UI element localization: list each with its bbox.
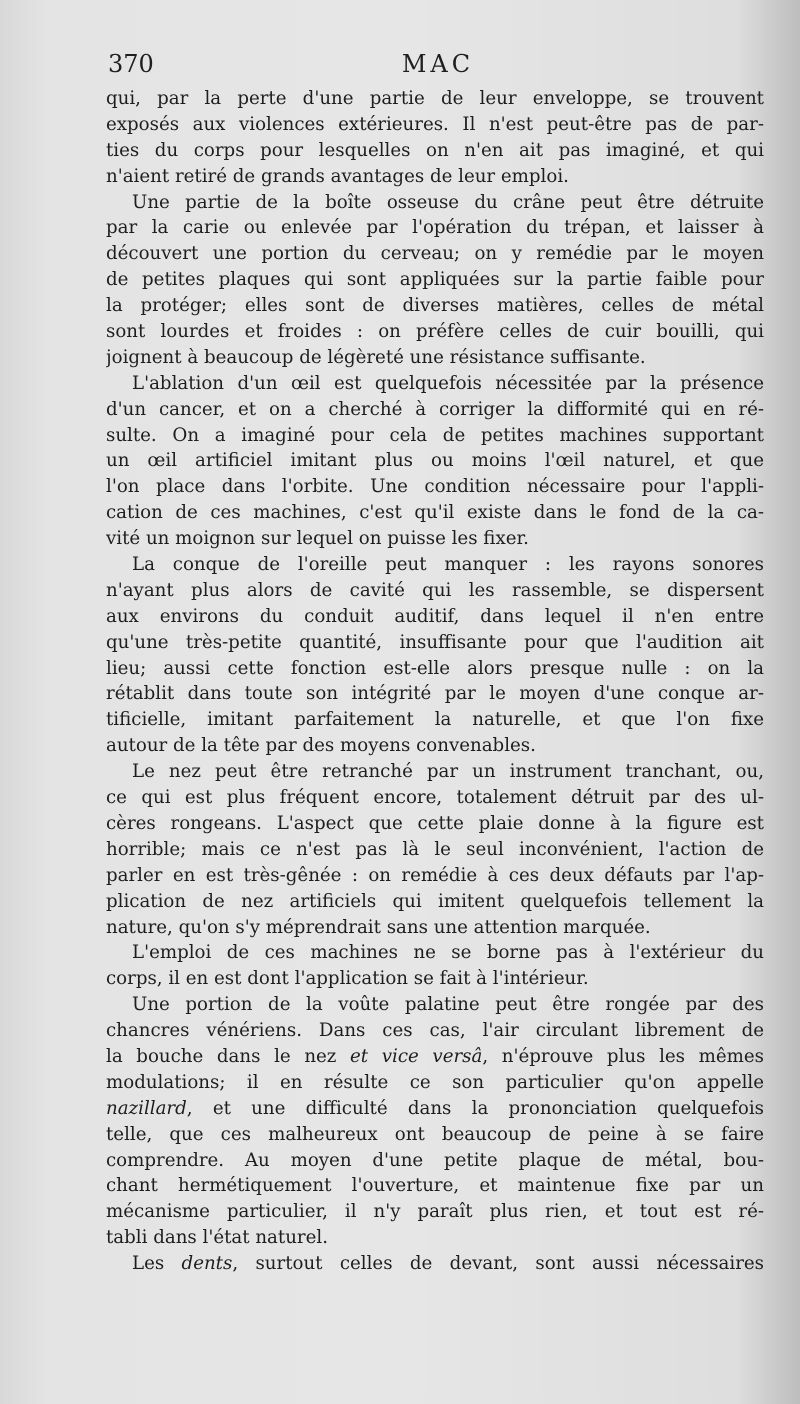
text-line: Une portion de la voûte palatine peut être rongée par des [132, 994, 764, 1016]
text-line: par la carie ou enlevée par l'opération du trépan, et laisser à [106, 217, 764, 239]
text-line: joignent à beaucoup de légèreté une résistance suffisante. [106, 346, 646, 368]
text-line: La conque de l'oreille peut manquer : les rayons sonores [132, 554, 764, 576]
italic-term: dents [181, 1253, 233, 1275]
body-text [106, 86, 764, 1277]
text-line: telle, que ces malheureux ont beaucoup de peine à se faire [106, 1123, 764, 1145]
text-line: sulte. On a imaginé pour cela de petites machines supportant [106, 424, 764, 446]
running-head: MAC [401, 50, 475, 78]
text-line: la bouche dans le nez et vice versâ, n'éprouve plus les mêmes [106, 1045, 764, 1067]
text-line: autour de la tête par des moyens convenables. [106, 735, 536, 757]
text-line: ties du corps pour lesquelles on n'en ait pas imaginé, et qui [106, 139, 764, 161]
text-line: Une partie de la boîte osseuse du crâne peut être détruite [132, 191, 764, 213]
text-line: sont lourdes et froides : on préfère celles de cuir bouilli, qui [106, 321, 764, 343]
text-line: vité un moignon sur lequel on puisse les fixer. [106, 528, 529, 550]
text-line: un œil artificiel imitant plus ou moins l'œil naturel, et que [106, 450, 764, 472]
italic-term: et vice versâ [350, 1045, 483, 1067]
text-line: qui, par la perte d'une partie de leur enveloppe, se trouvent [106, 88, 764, 109]
text-line: nazillard, et une difficulté dans la prononciation quelquefois [106, 1097, 764, 1119]
page-number: 370 [108, 50, 154, 78]
text-line: chant hermétiquement l'ouverture, et maintenue fixe par un [106, 1175, 764, 1197]
text-line: exposés aux violences extérieures. Il n'est peut-être pas de par- [106, 113, 764, 135]
text-line: L'ablation d'un œil est quelquefois nécessitée par la présence [132, 372, 764, 394]
text-line: qu'une très-petite quantité, insuffisante pour que l'audition ait [106, 631, 764, 653]
text-line: tabli dans l'état naturel. [106, 1227, 328, 1249]
text-line: n'aient retiré de grands avantages de leur emploi. [106, 165, 569, 187]
text-line: mécanisme particulier, il n'y paraît plus rien, et tout est ré- [106, 1201, 764, 1223]
text-line: tificielle, imitant parfaitement la naturelle, et que l'on fixe [106, 709, 764, 731]
text-line: lieu; aussi cette fonction est-elle alors presque nulle : on la [106, 657, 764, 679]
text-line: rétablit dans toute son intégrité par le moyen d'une conque ar- [106, 683, 764, 705]
text-line: parler en est très-gênée : on remédie à ces deux défauts par l'ap- [106, 864, 764, 886]
text-line: n'ayant plus alors de cavité qui les rassemble, se dispersent [106, 579, 764, 601]
text-line: de petites plaques qui sont appliquées sur la partie faible pour [106, 269, 764, 291]
text-line: comprendre. Au moyen d'une petite plaque de métal, bou- [106, 1149, 764, 1171]
text-line: ce qui est plus fréquent encore, totalement détruit par des ul- [106, 787, 764, 809]
text-line: L'emploi de ces machines ne se borne pas à l'extérieur du [132, 942, 764, 964]
text-line: nature, qu'on s'y méprendrait sans une attention marquée. [106, 916, 651, 938]
text-line: aux environs du conduit auditif, dans lequel il n'en entre [106, 605, 764, 627]
text-line: chancres vénériens. Dans ces cas, l'air circulant librement de [106, 1020, 764, 1042]
text-line: d'un cancer, et on a cherché à corriger la difformité qui en ré- [106, 398, 764, 420]
text-line: plication de nez artificiels qui imitent quelquefois tellement la [106, 890, 764, 912]
text-line: Le nez peut être retranché par un instrument tranchant, ou, [132, 761, 764, 783]
text-line: l'on place dans l'orbite. Une condition nécessaire pour l'appli- [106, 476, 764, 498]
text-line: modulations; il en résulte ce son particulier qu'on appelle [106, 1071, 764, 1093]
text-line: la protéger; elles sont de diverses matières, celles de métal [106, 295, 764, 317]
text-line: cères rongeans. L'aspect que cette plaie donne à la figure est [106, 812, 764, 834]
text-line: Les dents, surtout celles de devant, sont aussi nécessaires [132, 1253, 764, 1275]
text-line: horrible; mais ce n'est pas là le seul inconvénient, l'action de [106, 838, 764, 860]
text-line: cation de ces machines, c'est qu'il existe dans le fond de la ca- [106, 502, 764, 524]
page-header [108, 50, 768, 90]
italic-term: nazillard [106, 1097, 187, 1119]
text-line: découvert une portion du cerveau; on y remédie par le moyen [106, 243, 764, 265]
text-line: corps, il en est dont l'application se fait à l'intérieur. [106, 968, 589, 990]
